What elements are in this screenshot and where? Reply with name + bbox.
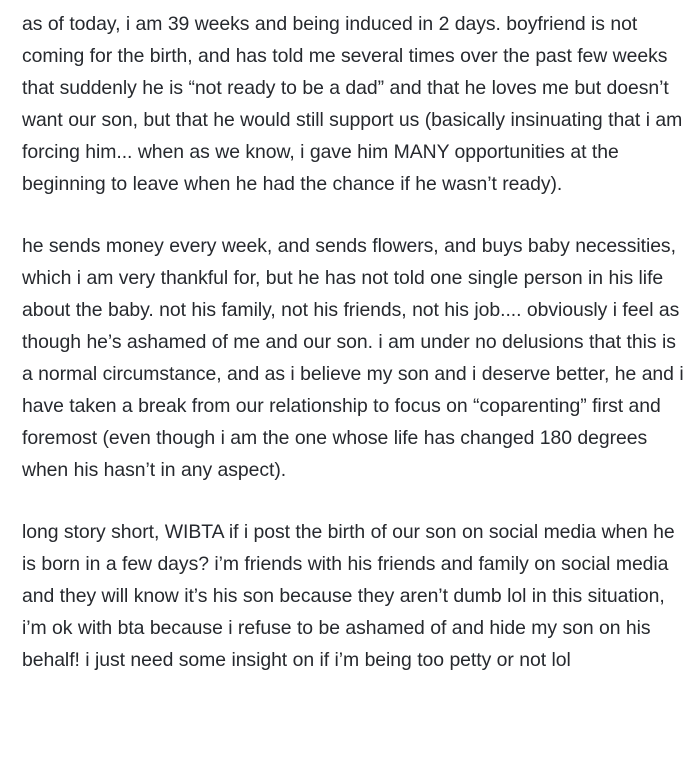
post-paragraph-2: he sends money every week, and sends flowers, and buys baby necessities, which i am very thankful for, but he has not told one single person in his life about the baby. not his family, not his friends, not his job.... obviously i feel as though he’s ashamed of me and our son. i am under no delusions that this is a normal circumstance, and as i believe my son and i deserve better, he and i have taken a break from our relationship to focus on “coparenting” first and foremost (even though i am the one whose life has changed 180 degrees when his hasn’t in any aspect).: [22, 235, 690, 481]
post-paragraph-3: long story short, WIBTA if i post the birth of our son on social media when he is born in a few days? i’m friends with his friends and family on social media and they will know it’s his son because they aren’t dumb lol in this situation, i’m ok with bta because i refuse to be ashamed of and hide my son on his behalf! i just need some insight on if i’m being too petty or not lol: [22, 521, 681, 671]
post-paragraph-1: as of today, i am 39 weeks and being induced in 2 days. boyfriend is not coming for the birth, and has told me several times over the past few weeks that suddenly he is “not ready to be a dad” and that he loves me but doesn’t want our son, but that he would still support us (basically insinuating that i am forcing him... when as we know, i gave him MANY opportunities at the beginning to leave when he had the chance if he wasn’t ready).: [22, 13, 688, 195]
